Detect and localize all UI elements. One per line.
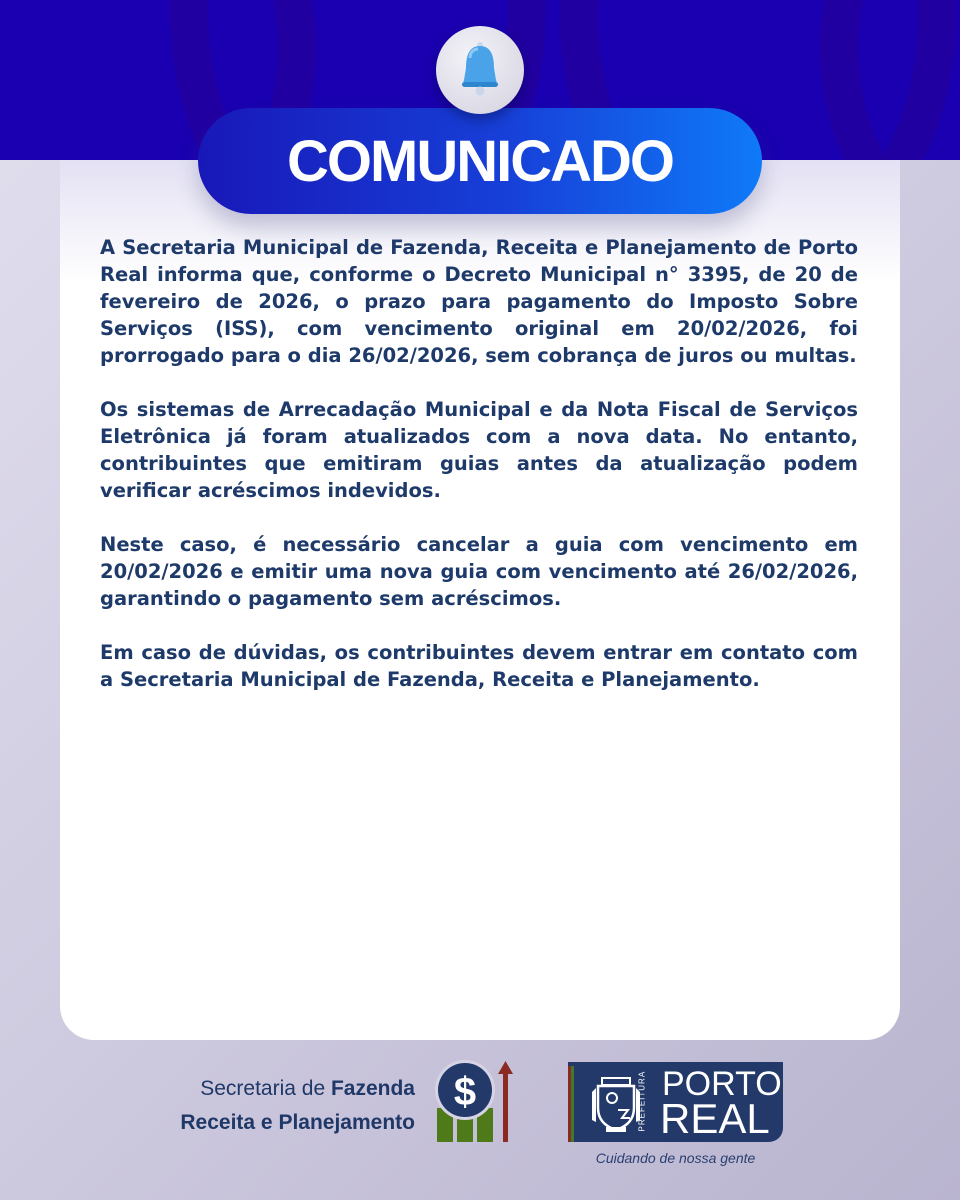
bell-icon	[456, 40, 504, 98]
secretaria-line1: Secretaria de	[200, 1077, 331, 1100]
dollar-growth-icon	[435, 1058, 515, 1149]
secretaria-line2: Receita e Planejamento	[180, 1111, 415, 1134]
city-name-line2: REAL	[660, 1095, 770, 1142]
paragraph: Em caso de dúvidas, os contribuintes devem entrar em contato com a Secretaria Municipal de Fazenda, Receita e Planejamento.	[100, 641, 858, 691]
secretaria-line1-bold: Fazenda	[330, 1077, 415, 1100]
flag-stripe	[568, 1066, 574, 1142]
city-crest-icon	[588, 1072, 644, 1134]
page-title: COMUNICADO	[287, 128, 673, 194]
paragraph: Os sistemas de Arrecadação Municipal e da Nota Fiscal de Serviços Eletrônica já foram atualizados com a nova data. No entanto, contribuintes que emitiram guias antes da atualização podem verificar acréscimos indevidos.	[100, 398, 858, 502]
prefeitura-logo	[568, 1062, 783, 1142]
secretaria-label	[160, 1072, 415, 1140]
bell-badge	[436, 26, 524, 114]
paragraph: A Secretaria Municipal de Fazenda, Receita e Planejamento de Porto Real informa que, conforme o Decreto Municipal n° 3395, de 20 de fevereiro de 2026, o prazo para pagamento do Imposto Sobre Serviços (ISS), com vencimento original em 20/02/2026, foi prorrogado para o dia 26/02/2026, sem cobrança de juros ou multas.	[100, 236, 858, 367]
city-name-line1: PORTO	[662, 1065, 782, 1103]
prefeitura-vertical-label: PREFEITURA	[637, 1070, 647, 1132]
title-banner	[198, 108, 762, 214]
svg-text:$: $	[453, 1070, 477, 1114]
notice-body	[100, 234, 858, 720]
paragraph: Neste caso, é necessário cancelar a guia com vencimento em 20/02/2026 e emitir uma nova guia com vencimento até 26/02/2026, garantindo o pagamento sem acréscimos.	[100, 533, 858, 610]
slogan: Cuidando de nossa gente	[595, 1150, 756, 1166]
decorative-wave	[820, 0, 960, 160]
